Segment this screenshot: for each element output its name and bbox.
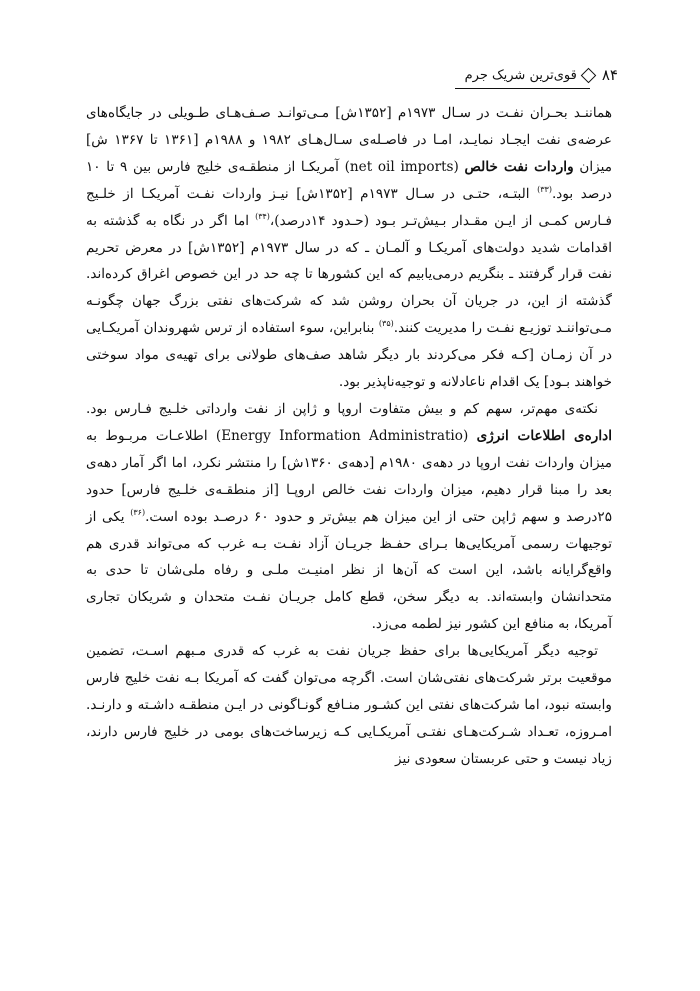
english-term: Energy Information Administratio [221,427,463,444]
body-text [86,100,612,773]
text-run: نکته‌ی مهم‌تر، سهم کم و بیش متفاوت اروپا و ژاپن از نفت وارداتی خلـیج فـارس بود. [86,400,598,417]
paragraph-3 [86,638,612,773]
text-run: اما اگر در نگاه به گذشته به اقدامات شدید دولت‌های آمریکـا و آلمـان ـ که در سال ۱۹۷۳م [۱۳۵۲ش] در معرض تحریم نفت قرار گرفتند ـ بنگریم درمی‌یابیم که این کشورها تا چه حد در این خصوص اغراق کرده‌اند. گذشته از این، در جریان آن بحران روشن شد که شرکت‌های نفتی بزرگ جهان چگونـه مـی‌تواننـد توزیـع نفـت را مدیریت کنند. [86,212,612,337]
bold-term: اداره‌ی اطلاعات انرژی [476,427,612,444]
running-title: قوی‌ترین شریک جرم [464,67,577,83]
text-run: البتـه، حتـی در سـال ۱۹۷۳م [۱۳۵۲ش] نیـز واردات نفـت آمریکـا از خلـیج فـارس کمـی از ایـن مقـدار بـیش‌تـر بـود (حـدود ۱۴درصد)، [86,185,612,229]
text-run: ( [462,427,477,444]
footnote-ref: (۳۴) [255,211,270,221]
page-number: ۸۴ [601,66,618,84]
paragraph-1 [86,100,612,396]
text-run: ) اطلاعـات مربـوط به میزان واردات نفت اروپا در دهه‌ی ۱۹۸۰م [دهه‌ی ۱۳۶۰ش] را منتشر نکرد، اما اگر آمار دهه‌ی بعد را مبنا قرار دهیم، میزان واردات نفت خالص اروپـا [از منطقـه‌ی خلـیج فارس] حدود ۲۵درصد و سهم ژاپن حتی از این میزان هم بیش‌تر و حدود ۶۰ درصـد بوده است. [86,427,612,525]
page-header [443,62,618,88]
footnote-ref: (۳۳) [537,184,552,194]
footnote-ref: (۳۵) [378,319,394,329]
footnote-ref: (۳۶) [130,507,146,517]
header-rule [455,88,590,89]
text-run: بنابراین، سوء استفاده از ترس شهروندان آمریکـایی در آن زمـان [کـه فکر می‌کردند بار دیگر شاهد صف‌های طولانی برای تهیه‌ی مواد سوختی خواهند بـود] یک اقدام ناعادلانه و توجیه‌ناپذیر بود. [86,320,612,391]
paragraph-2 [86,396,612,638]
diamond-ornament-icon [581,67,597,83]
text-run: هماننـد بحـران نفـت در سـال ۱۹۷۳م [۱۳۵۲ش] مـی‌توانـد صـف‌هـای طـویلی در جایگاه‌های عرضه‌ی نفت ایجـاد نمایـد، امـا در فاصـله‌ی سـال‌هـای ۱۹۸۲ و ۱۹۸۸م [۱۳۶۱ تا ۱۳۶۷ ش] میزان [86,105,613,175]
text-run: یکی از توجیهات رسمی آمریکایی‌ها بـرای حفـظ جریـان آزاد نفـت بـه غرب که می‌تواند قدری هم واقع‌گرایانه باشد، این است که آن‌ها از نظر امنیـت ملـی و رفاه ملی‌شان تا حدی به متحدانشان وابسته‌اند. به دیگر سخن، قطع کامل جریـان نفـت متحدان و شریکان تجاری آمریکا، به منافع این کشور نیز لطمه می‌زد. [86,508,612,633]
text-run: توجیه دیگر آمریکایی‌ها برای حفظ جریان نفت به غرب که قدری مـبهم اسـت، تضمین موقعیت برتر شرکت‌های نفتی‌شان است. اگرچه می‌توان گفت که آمریکا بـه نفت خلیج فارس وابسته نبود، اما شرکت‌های نفتی این کشـور منـافع گونـاگونی در ایـن منطقـه داشـته و دارنـد. امـروزه، تعـداد شـرکت‌هـای نفتـی آمریکـایی کـه زیرساخت‌های بومی در خلیج فارس دارند، زیاد نیست و حتی عربستان سعودی نیز [86,643,612,767]
text-run: ( [453,158,465,175]
english-term: net oil imports [349,158,454,175]
bold-term: واردات نفت خالص [464,158,574,175]
text-run: ) آمریکـا از منطقـه‌ی خلیج فارس بین ۹ تا ۱۰ درصد بود. [86,158,612,202]
